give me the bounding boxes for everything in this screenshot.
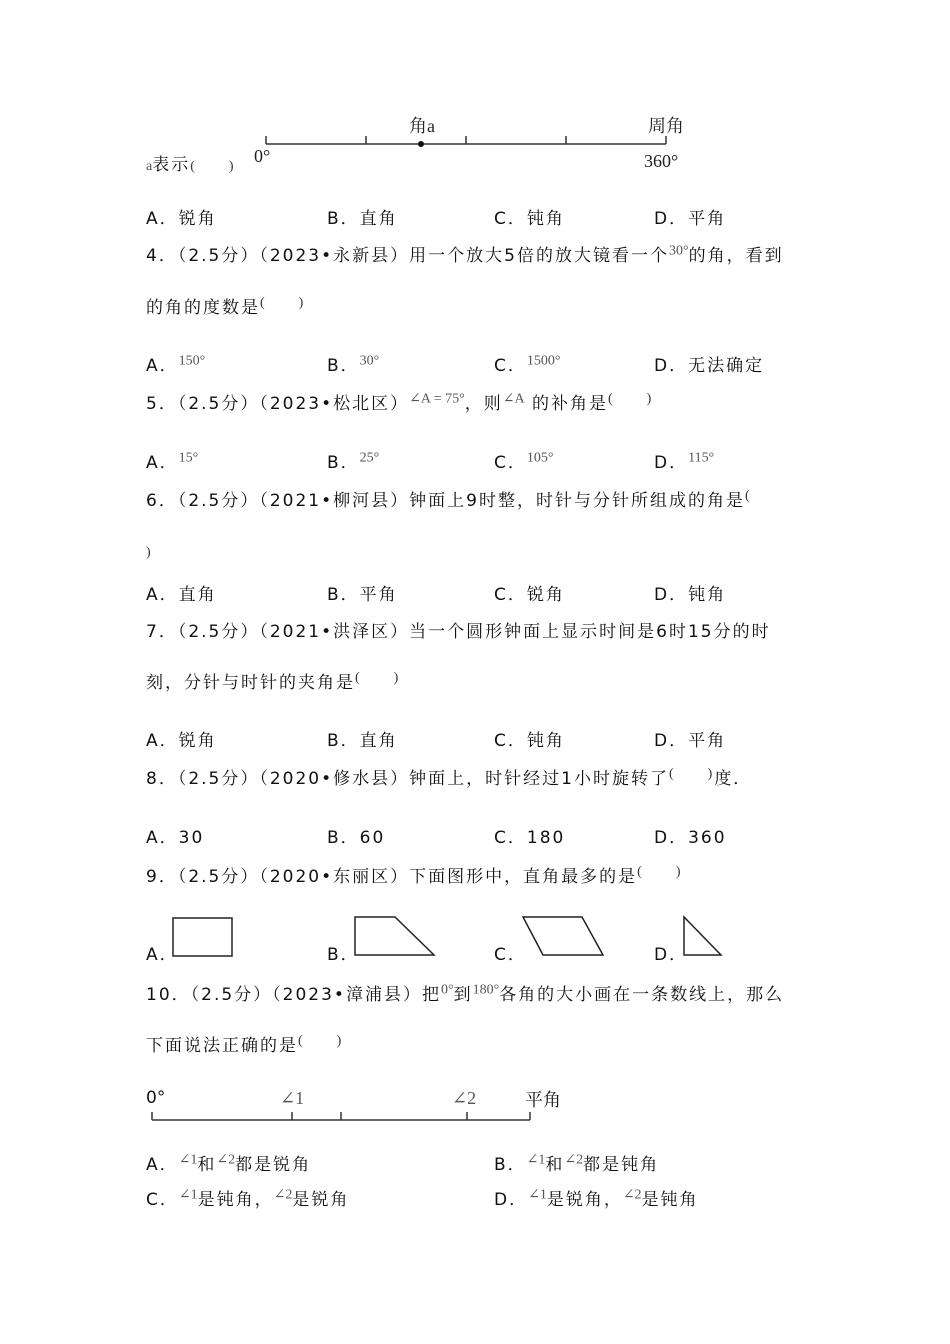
q7-option-d[interactable]	[654, 726, 726, 751]
q9-paren-open: (	[637, 864, 644, 880]
option-letter: D．	[654, 945, 689, 965]
q10-math: 0°	[440, 982, 454, 998]
q8-text: 度．	[714, 769, 753, 789]
q10-option-c[interactable]	[146, 1185, 349, 1210]
option-text: 60	[359, 828, 386, 848]
q8-option-a[interactable]	[146, 823, 204, 848]
option-letter: D．	[494, 1190, 529, 1210]
q8-paren-open: (	[668, 766, 676, 782]
q4-option-a[interactable]	[146, 351, 205, 376]
option-text: 锐角	[178, 209, 217, 229]
q5-option-b[interactable]	[327, 448, 379, 473]
option-text: 直角	[359, 731, 398, 751]
q9-right-trapezoid-shape	[355, 917, 434, 955]
q4-stem-line2	[146, 293, 305, 318]
q5-paren-close: )	[646, 391, 654, 407]
option-text: 150°	[178, 353, 206, 369]
q7-paren-close: )	[393, 670, 401, 686]
option-letter: A．	[146, 356, 179, 376]
option-text: 15°	[178, 450, 199, 466]
q8-paren-close: )	[707, 766, 715, 782]
option-letter: D．	[654, 585, 689, 605]
q10-option-d[interactable]	[494, 1185, 699, 1210]
q6-option-b[interactable]	[327, 580, 398, 605]
q10-angle1-label: ∠1	[280, 1088, 305, 1108]
q10-paren-open: (	[298, 1033, 305, 1049]
q10-option-b[interactable]	[494, 1150, 659, 1175]
q6-option-d[interactable]	[654, 580, 726, 605]
option-math: ∠1	[528, 1187, 547, 1203]
q3-paren-open: (	[190, 159, 197, 174]
q7-option-a[interactable]	[146, 726, 217, 751]
q5-option-a[interactable]	[146, 448, 198, 473]
q8-option-c[interactable]	[494, 823, 565, 848]
q8-option-b[interactable]	[327, 823, 385, 848]
option-text: 105°	[526, 450, 554, 466]
q6-option-c[interactable]	[494, 580, 565, 605]
option-text: 钝角	[526, 731, 565, 751]
option-letter: C．	[494, 731, 527, 751]
option-letter: B．	[494, 1155, 527, 1175]
q4-text: 的角，看到	[688, 246, 784, 266]
option-letter: B．	[327, 453, 360, 473]
q10-text: 到	[453, 985, 473, 1005]
option-math: ∠1	[178, 1152, 198, 1168]
q3-paren-close: )	[228, 159, 236, 174]
q9-option-b[interactable]	[327, 940, 360, 965]
option-text: 都是钝角	[583, 1155, 660, 1175]
option-letter: B．	[327, 731, 360, 751]
q10-math: 180°	[472, 982, 500, 998]
q9-stem-line1	[146, 862, 683, 887]
option-math: ∠2	[273, 1187, 293, 1203]
option-letter: B．	[327, 828, 360, 848]
option-text: 钝角	[526, 209, 565, 229]
option-letter: B．	[327, 356, 360, 376]
option-math: ∠1	[178, 1187, 198, 1203]
option-math: ∠2	[216, 1152, 236, 1168]
q10-option-a[interactable]	[146, 1150, 311, 1175]
q9-option-c[interactable]	[494, 940, 527, 965]
option-text: 是锐角	[292, 1190, 350, 1210]
option-text: 和	[197, 1155, 217, 1175]
q6-text: 6．（2.5分）（2021•柳河县）钟面上9时整，时针与分针所组成的角是	[146, 491, 745, 511]
option-letter: A．	[146, 1155, 179, 1175]
q3-prompt-text: 表示	[152, 155, 191, 175]
option-text: 25°	[359, 450, 380, 466]
q10-text: 下面说法正确的是	[146, 1036, 298, 1056]
option-letter: D．	[654, 356, 689, 376]
q3-option-b[interactable]	[327, 204, 398, 229]
q6-stem-line2	[146, 541, 153, 561]
q3-angle-point	[418, 141, 424, 147]
option-letter: C．	[494, 585, 527, 605]
option-letter: D．	[654, 828, 689, 848]
q3-option-c[interactable]	[494, 204, 565, 229]
q4-stem-line1	[146, 241, 784, 266]
q7-option-b[interactable]	[327, 726, 398, 751]
q4-paren-open: (	[260, 295, 267, 311]
option-letter: C．	[146, 1190, 179, 1210]
q6-stem-line1	[146, 486, 752, 511]
q4-option-c[interactable]	[494, 351, 560, 376]
q10-paren-close: )	[336, 1033, 344, 1049]
option-math: ∠1	[526, 1152, 546, 1168]
option-text: 锐角	[526, 585, 565, 605]
q7-stem-line2	[146, 668, 400, 693]
option-letter: A．	[146, 585, 179, 605]
q9-right-triangle-shape	[684, 917, 721, 955]
option-letter: A．	[146, 945, 179, 965]
option-text: 115°	[688, 450, 715, 466]
option-letter: B．	[327, 945, 360, 965]
q3-option-d[interactable]	[654, 204, 726, 229]
option-letter: B．	[327, 209, 360, 229]
q5-math: ∠A	[502, 391, 525, 407]
q4-text: 的角的度数是	[146, 298, 260, 318]
q9-option-d[interactable]	[654, 940, 688, 965]
q5-text: 的补角是	[531, 394, 608, 414]
option-letter: D．	[654, 209, 689, 229]
q7-option-c[interactable]	[494, 726, 565, 751]
option-math: ∠2	[564, 1152, 584, 1168]
q5-paren-open: (	[607, 391, 615, 407]
q7-stem-line1	[146, 617, 771, 642]
q3-var: a	[146, 159, 153, 174]
option-text: 1500°	[526, 353, 561, 369]
option-text: 180	[526, 828, 566, 848]
option-text: 是钝角，	[197, 1190, 274, 1210]
option-text: 无法确定	[688, 356, 765, 376]
q10-angle2-label: ∠2	[452, 1088, 477, 1108]
option-text: 都是锐角	[235, 1155, 312, 1175]
q4-option-d[interactable]	[654, 351, 764, 376]
q10-stem-line1	[146, 980, 784, 1005]
q3-start-value: 0°	[254, 146, 271, 166]
option-text: 30	[178, 828, 205, 848]
q8-text: 8．（2.5分）（2020•修水县）钟面上，时针经过1小时旋转了	[146, 769, 669, 789]
option-letter: B．	[327, 585, 360, 605]
q7-text: 刻，分针与时针的夹角是	[146, 673, 355, 693]
q3-mid-label: 角a	[409, 116, 435, 136]
q6-paren-close: )	[146, 545, 153, 560]
option-text: 直角	[178, 585, 217, 605]
option-letter: A．	[146, 453, 179, 473]
option-text: 平角	[359, 585, 398, 605]
option-text: 锐角	[178, 731, 217, 751]
q4-math: 30°	[668, 243, 689, 259]
q4-text: 4．（2.5分）（2023•永新县）用一个放大5倍的放大镜看一个	[146, 246, 669, 266]
option-text: 和	[545, 1155, 565, 1175]
option-letter: C．	[494, 209, 527, 229]
q5-text: ，则	[464, 394, 503, 414]
option-letter: A．	[146, 828, 179, 848]
q10-start-label: 0°	[146, 1088, 166, 1108]
q3-end-value: 360°	[644, 151, 679, 171]
option-text: 钝角	[688, 585, 727, 605]
q7-text: 7．（2.5分）（2021•洪泽区）当一个圆形钟面上显示时间是6时15分的时	[146, 622, 771, 642]
q7-paren-open: (	[355, 670, 362, 686]
option-letter: D．	[654, 731, 689, 751]
option-letter: A．	[146, 209, 179, 229]
q4-paren-close: )	[298, 295, 306, 311]
option-text: 是钝角	[641, 1190, 699, 1210]
q5-option-d[interactable]	[654, 448, 714, 473]
q3-end-label: 周角	[648, 116, 684, 136]
q5-option-c[interactable]	[494, 448, 553, 473]
q3-option-a[interactable]	[146, 204, 217, 229]
option-letter: C．	[494, 945, 527, 965]
q5-stem-line1	[146, 389, 653, 414]
option-letter: C．	[494, 356, 527, 376]
option-text: 平角	[688, 209, 727, 229]
q10-text: 各角的大小画在一条数线上，那么	[499, 985, 785, 1005]
q4-option-b[interactable]	[327, 351, 379, 376]
q10-end-label: 平角	[525, 1090, 561, 1111]
q9-option-a[interactable]	[146, 940, 179, 965]
q3-prompt	[146, 150, 236, 175]
option-letter: C．	[494, 453, 527, 473]
q9-text: 9．（2.5分）（2020•东丽区）下面图形中，直角最多的是	[146, 867, 638, 887]
q9-rectangle-shape	[173, 918, 232, 956]
q10-stem-line2	[146, 1031, 343, 1056]
option-text: 直角	[359, 209, 398, 229]
option-math: ∠2	[622, 1187, 642, 1203]
option-letter: C．	[494, 828, 527, 848]
q8-stem-line1	[146, 764, 752, 789]
option-letter: D．	[654, 453, 689, 473]
q9-paren-close: )	[675, 864, 683, 880]
q9-parallelogram-shape	[523, 917, 603, 955]
q8-option-d[interactable]	[654, 823, 727, 848]
q5-math: ∠A = 75°	[409, 391, 465, 407]
q6-option-a[interactable]	[146, 580, 217, 605]
q5-text: 5．（2.5分）（2023•松北区）	[146, 394, 410, 414]
option-text: 30°	[359, 353, 380, 369]
option-text: 360	[688, 828, 727, 848]
option-text: 平角	[688, 731, 727, 751]
option-text: 是锐角，	[546, 1190, 623, 1210]
option-letter: A．	[146, 731, 179, 751]
q10-text: 10．（2.5分）（2023•漳浦县）把	[146, 985, 441, 1005]
q6-paren-open: (	[744, 488, 752, 504]
